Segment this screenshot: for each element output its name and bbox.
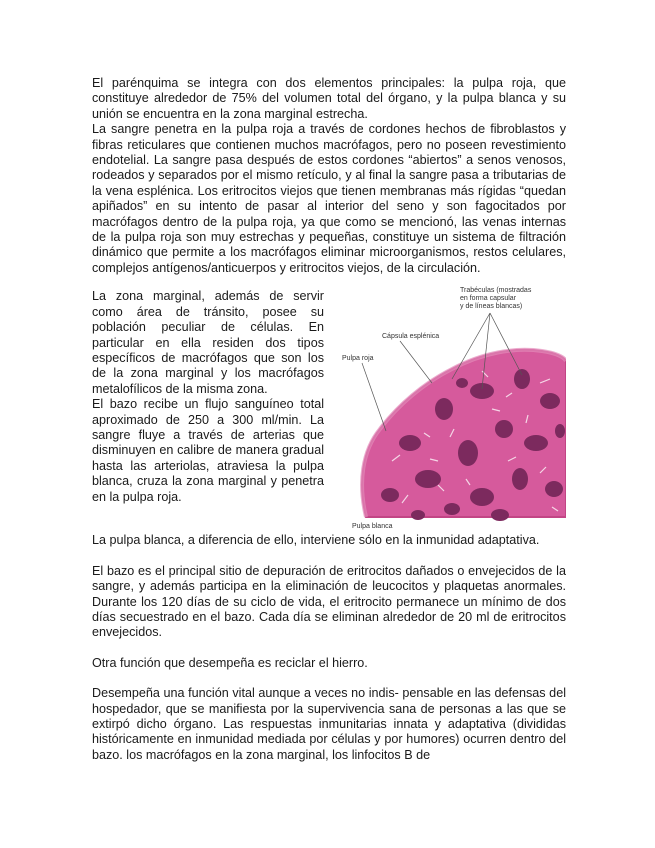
paragraph-reciclar-hierro: Otra función que desempeña es reciclar el hierro.: [92, 655, 368, 670]
paragraph-depuracion-eritrocitos: El bazo es el principal sitio de depuración de eritrocitos dañados o envejecidos de la sangre, y además participa en la eliminación de leucocitos y plaquetas anormales. Durante los 120 días de su ciclo de vida, el eritrocito permanece un mínimo de dos días secuestrado en el bazo. Cada día se eliminan alrededor de 20 ml de eritrocitos envejecidos.: [92, 563, 566, 640]
text-figure-section: [92, 289, 566, 533]
label-pulpa-blanca: Pulpa blanca: [352, 523, 393, 531]
label-trabeculas-line-2: en forma capsular: [460, 295, 517, 303]
paragraph-parenquima: El parénquima se integra con dos elementos principales: la pulpa roja, que constituye alrededor de 75% del volumen total del órgano, y la pulpa blanca y su unión se encuentra en la zona marginal estrecha.: [92, 76, 566, 121]
paragraph-zona-marginal: La zona marginal, además de servir como área de tránsito, posee su población peculiar de células. En particular en ella residen dos tipos específicos de macrófagos que son los de la zona marginal y los macrófagos metalofílicos de la misma zona.: [92, 289, 324, 396]
label-trabeculas: [460, 287, 531, 311]
split-text-column: [92, 289, 324, 505]
label-trabeculas-line-1: Trabéculas (mostradas: [460, 287, 532, 295]
spacer: [92, 671, 566, 686]
label-capsula: Cápsula esplénica: [382, 333, 440, 341]
document-page: [92, 76, 566, 763]
paragraph-flujo-sanguineo: El bazo recibe un flujo sanguíneo total aproximado de 250 a 300 ml/min. La sangre fluye a través de arterias que disminuyen en calibre de manera gradual hasta las arteriolas, atraviesa la pulpa blanca, cruza la zona marginal y penetra en la pulpa roja.: [92, 397, 324, 504]
spleen-illustration: [332, 283, 566, 533]
paragraph-funcion-defensas: Desempeña una función vital aunque a veces no indis- pensable en las defensas del hospedador, que se manifiesta por la supervivencia sana de personas a las que se extirpó dicho órgano. Las respuestas inmunitarias innata y adaptativa (divididas históricamente en inmunidad mediada por células y por humores) ocurren dentro del bazo. los macrófagos en la zona marginal, los linfocitos B de: [92, 686, 566, 762]
label-trabeculas-line-3: y de líneas blancas): [460, 303, 523, 311]
spleen-figure: [332, 283, 566, 533]
paragraph-sangre-pulpa-roja: La sangre penetra en la pulpa roja a través de cordones hechos de fibroblastos y fibras reticulares que contienen muchos macrófagos, pero no poseen revestimiento endotelial. La sangre pasa después de estos cordones “abiertos” a senos venosos, rodeados y separados por el mismo retículo, y al final la sangre pasa a tributarias de la vena esplénica. Los eritrocitos viejos que tienen membranas más rígidas “quedan apiñados” en su intento de pasar al interior del seno y son fagocitados por macrófagos dentro de la pulpa roja, ya que como se mencionó, las venas internas de la pulpa roja son muy estrechas y pequeñas, constituye un sistema de filtración dinámico que permite a los macrófagos eliminar microorganismos, restos celulares, complejos antígenos/anticuerpos y eritrocitos viejos, de la circulación.: [92, 122, 566, 275]
spacer: [92, 641, 566, 656]
paragraph-pulpa-blanca: La pulpa blanca, a diferencia de ello, interviene sólo en la inmunidad adaptativa.: [92, 533, 540, 548]
label-pulpa-roja: Pulpa roja: [342, 355, 374, 363]
spacer: [92, 549, 566, 564]
